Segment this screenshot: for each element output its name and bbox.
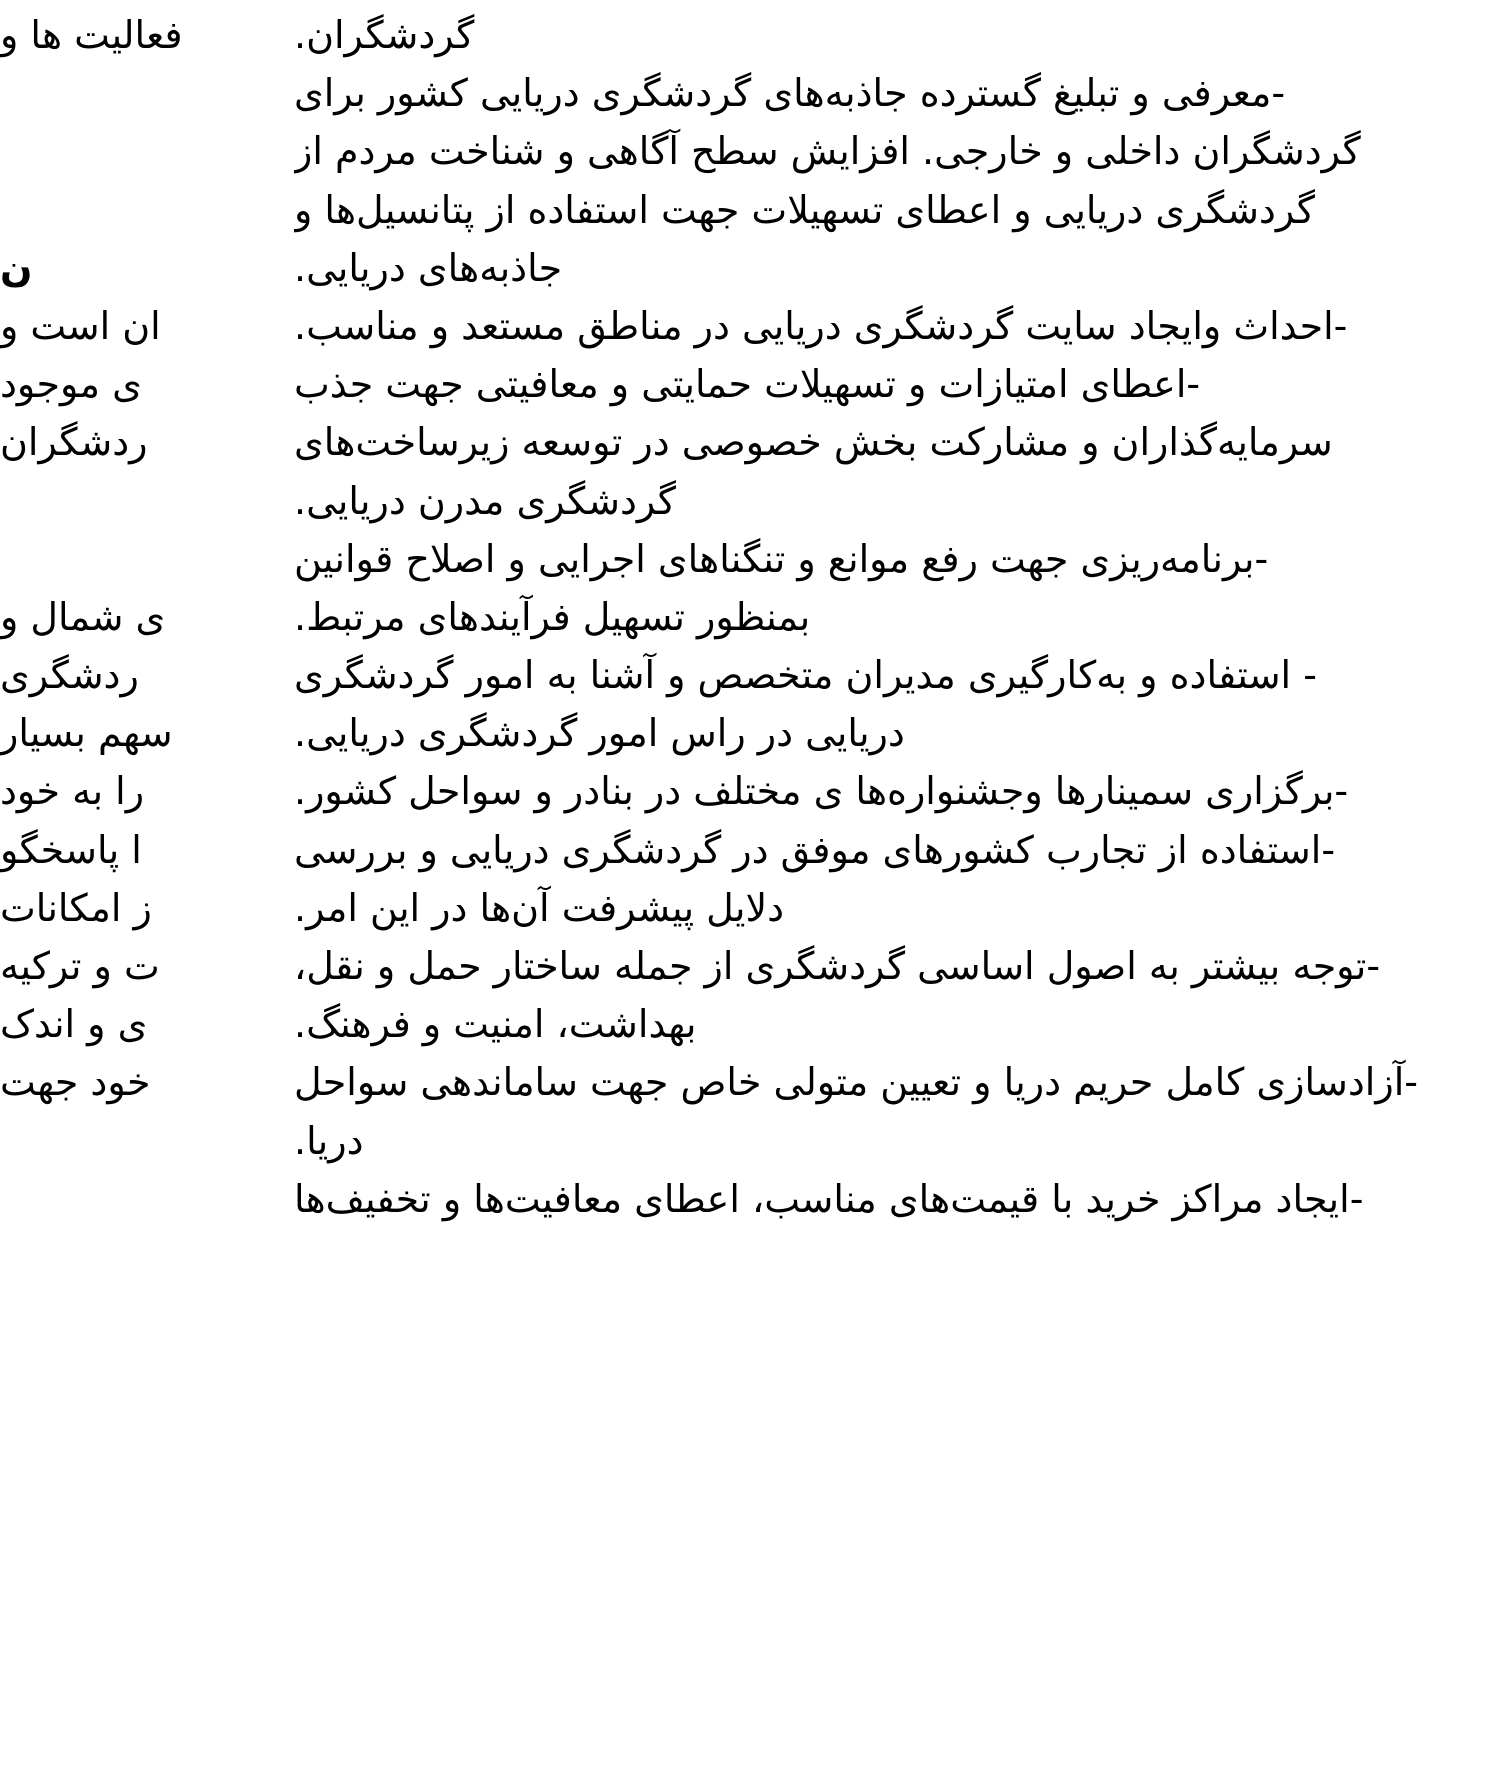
paragraph-line: گردشگری مدرن دریایی. xyxy=(294,478,676,523)
paragraph-line: -معرفی و تبلیغ گسترده جاذبه‌های گردشگری دریایی کشور برای xyxy=(294,71,1286,116)
paragraph-line: جاذبه‌های دریایی. xyxy=(294,245,563,290)
side-line: ی موجود xyxy=(0,362,142,407)
paragraph-line: دلایل پیشرفت آن‌ها در این امر. xyxy=(294,885,785,930)
paragraph-line: -برگزاری سمینارها وجشنواره‌ها ی مختلف در بنادر و سواحل کشور. xyxy=(294,769,1349,814)
paragraph-line: گردشگری دریایی و اعطای تسهیلات جهت استفاده از پتانسیل‌ها و xyxy=(294,187,1315,232)
paragraph-line: -احداث وایجاد سایت گردشگری دریایی در مناطق مستعد و مناسب. xyxy=(294,303,1348,348)
side-line xyxy=(0,122,190,180)
side-line xyxy=(0,181,190,239)
side-line: ا پاسخگو xyxy=(0,827,142,872)
paragraph-line: بمنظور تسهیل فرآیندهای مرتبط. xyxy=(294,594,811,639)
side-line xyxy=(0,64,190,122)
side-line: ی شمال و xyxy=(0,594,166,639)
side-line: ز امکانات xyxy=(0,885,152,930)
side-line: ان است و xyxy=(0,303,161,348)
column-gutter xyxy=(195,0,255,1792)
side-line xyxy=(0,472,190,530)
paragraph-line: دریایی در راس امور گردشگری دریایی. xyxy=(294,711,905,756)
paragraph-line: -ایجاد مراکز خرید با قیمت‌های مناسب، اعطای معافیت‌ها و تخفیف‌ها xyxy=(294,1176,1364,1221)
side-line xyxy=(0,530,190,588)
side-line: ی و اندک xyxy=(0,1002,148,1047)
right-column-text xyxy=(294,6,1500,1228)
side-heading-fragment: ن xyxy=(0,245,33,290)
paragraph-line: -اعطای امتیازات و تسهیلات حمایتی و معافیتی جهت جذب xyxy=(294,362,1201,407)
side-line: ردشگری xyxy=(0,653,139,698)
paragraph-line: - استفاده و به‌کارگیری مدیران متخصص و آشنا به امور گردشگری xyxy=(294,653,1317,698)
side-line: ت و ترکیه xyxy=(0,944,160,988)
paragraph-line: -استفاده از تجارب کشورهای موفق در گردشگری دریایی و بررسی xyxy=(294,827,1336,872)
paragraph-line: -توجه بیشتر به اصول اساسی گردشگری از جمله ساختار حمل و نقل، xyxy=(294,944,1381,988)
paragraph-line: گردشگران داخلی و خارجی. افزایش سطح آگاهی و شناخت مردم از xyxy=(294,129,1361,174)
left-column-fragment xyxy=(0,6,190,1112)
paragraph-line: بهداشت، امنیت و فرهنگ. xyxy=(294,1002,697,1047)
paragraph-line: دریا. xyxy=(294,1118,364,1163)
side-line: فعالیت ها و xyxy=(0,13,183,57)
side-line: سهم بسیار xyxy=(0,711,173,756)
paragraph-line: سرمایه‌گذاران و مشارکت بخش خصوصی در توسعه زیرساخت‌های xyxy=(294,420,1333,465)
side-line: را به خود xyxy=(0,769,145,814)
side-line: خود جهت xyxy=(0,1060,151,1105)
paragraph-line: -برنامه‌ریزی جهت رفع موانع و تنگناهای اجرایی و اصلاح قوانین xyxy=(294,536,1269,581)
paragraph-line: گردشگران. xyxy=(294,13,475,57)
paragraph-line: -آزادسازی کامل حریم دریا و تعیین متولی خاص جهت ساماندهی سواحل xyxy=(294,1060,1418,1105)
side-line: ردشگران xyxy=(0,420,148,465)
